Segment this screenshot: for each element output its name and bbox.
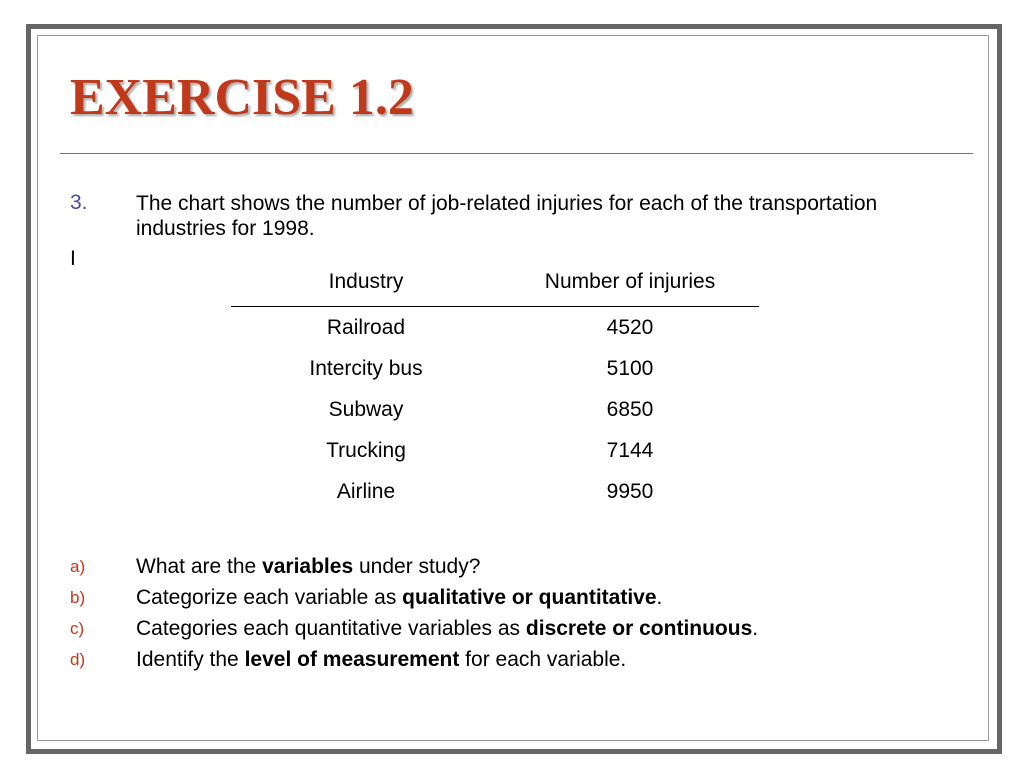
text-segment: What are the (136, 555, 263, 578)
cell-injuries: 7144 (606, 438, 654, 462)
header-number-of-injuries: Number of injuries (501, 270, 759, 307)
text-segment: Identify the (136, 648, 245, 671)
cell-injuries: 6850 (606, 397, 654, 421)
bold-term: discrete or continuous (525, 617, 753, 640)
table-row (231, 389, 759, 430)
text-segment: Categories each quantitative variables as (136, 617, 526, 640)
list-marker: a) (70, 557, 86, 576)
injuries-table-grid (231, 270, 759, 512)
cell-industry: Intercity bus (309, 356, 423, 380)
table-header-row (231, 270, 759, 307)
table-row (231, 430, 759, 471)
table-row (231, 348, 759, 389)
text-segment: Categorize each variable as (136, 586, 403, 609)
list-marker: d) (70, 650, 86, 669)
cell-industry: Railroad (326, 315, 406, 339)
text-segment: for each variable. (459, 648, 627, 671)
cell-industry: Subway (328, 397, 404, 421)
cell-injuries: 4520 (606, 315, 654, 339)
list-marker: c) (70, 619, 85, 638)
sub-question-text (136, 551, 480, 582)
cell-injuries: 5100 (606, 356, 654, 380)
sub-question-text (136, 582, 662, 613)
bold-term: variables (262, 555, 354, 578)
cell-injuries: 9950 (606, 479, 654, 503)
question-number: 3. (70, 191, 88, 214)
table-row (231, 471, 759, 512)
cell-industry: Trucking (326, 438, 406, 462)
text-segment: under study? (353, 555, 481, 578)
injuries-table (231, 270, 759, 512)
list-marker: b) (70, 588, 86, 607)
bold-term: qualitative or quantitative (402, 586, 657, 609)
table-row (231, 307, 759, 349)
question-text: The chart shows the number of job-related injuries for each of the transportation industries for 1998. (136, 192, 878, 240)
sub-question-text (136, 613, 758, 644)
sub-question-text (136, 644, 626, 675)
slide-title: EXERCISE 1.2 (70, 69, 414, 126)
cell-industry: Airline (336, 479, 396, 503)
text-segment: . (752, 617, 759, 640)
bold-term: level of measurement (244, 648, 460, 671)
stray-character: I (70, 247, 76, 270)
header-industry: Industry (231, 270, 501, 307)
title-divider (60, 153, 973, 154)
text-segment: . (656, 586, 663, 609)
